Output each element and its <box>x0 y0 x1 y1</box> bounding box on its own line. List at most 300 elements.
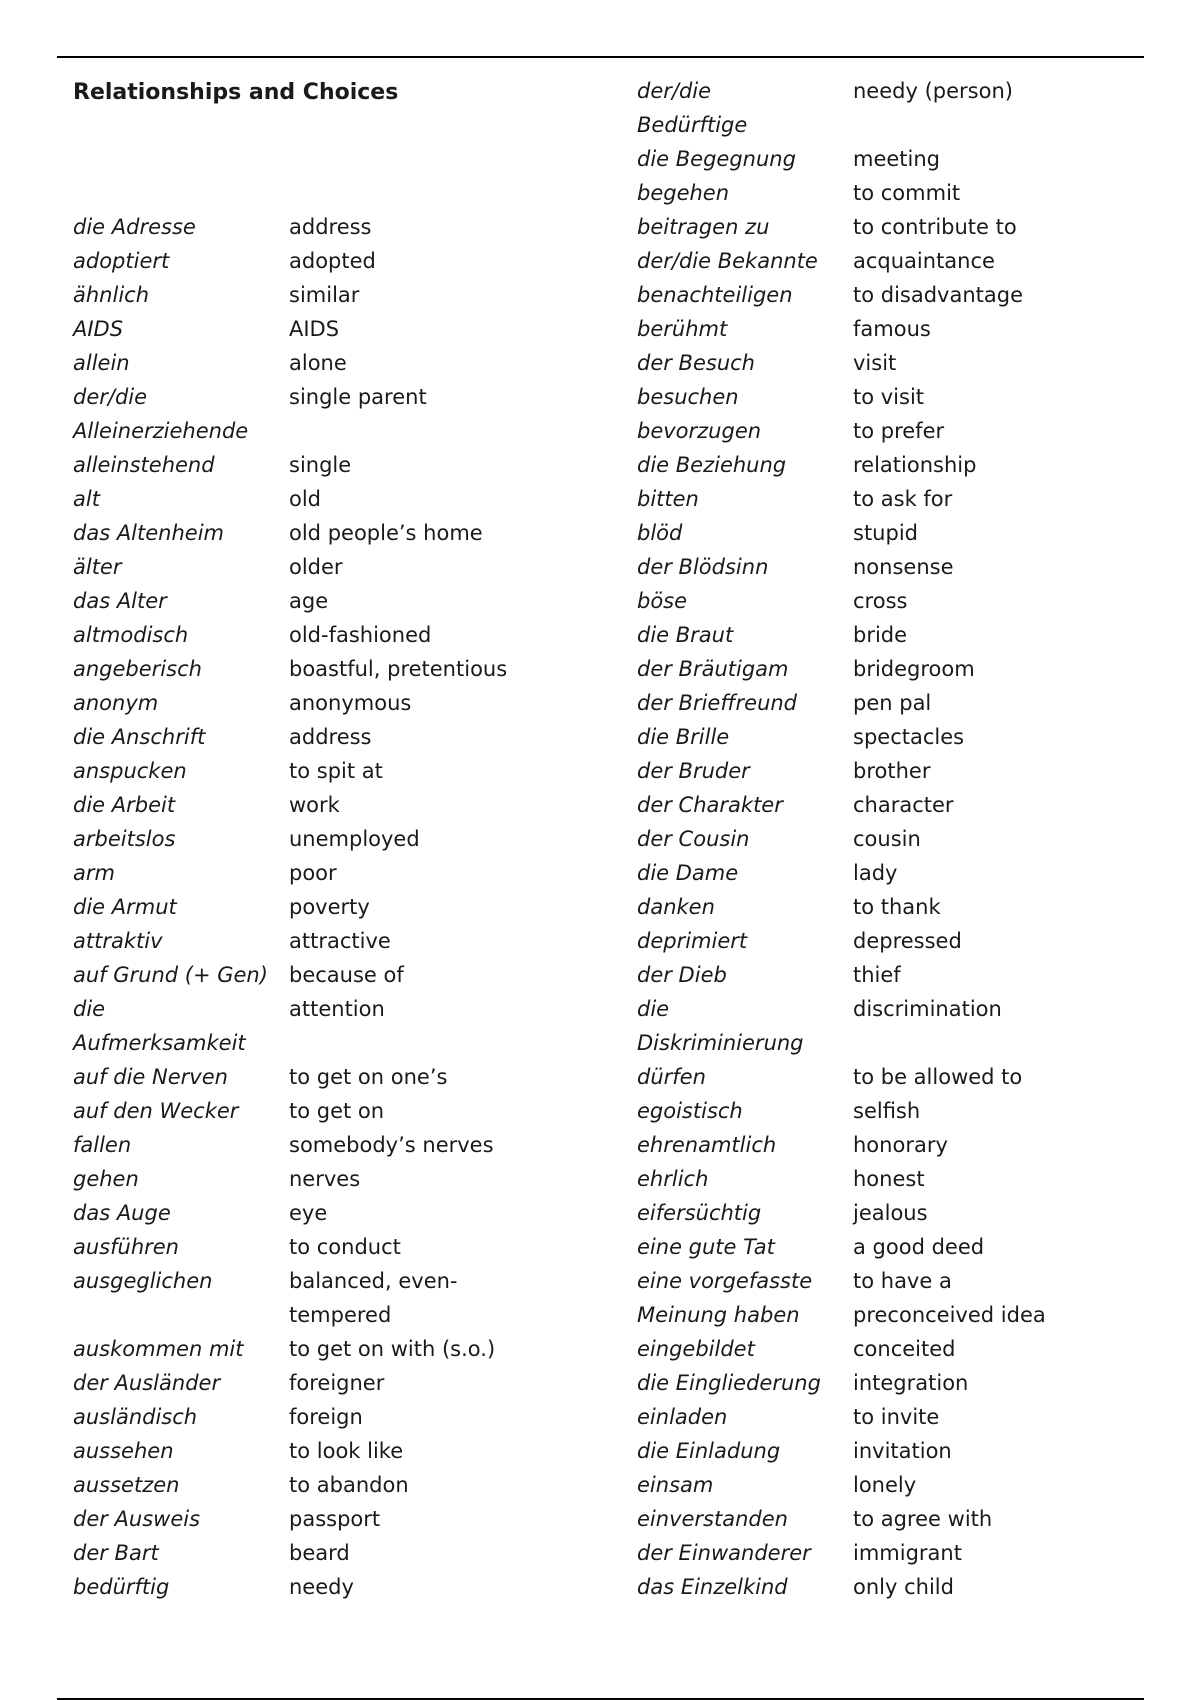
german-term <box>73 482 289 516</box>
german-term-line: ehrenamtlich <box>637 1133 777 1157</box>
german-term-line: die Braut <box>637 623 734 647</box>
vocab-entry <box>73 346 507 380</box>
german-term-line: die Brille <box>637 725 730 749</box>
vocab-entry <box>637 1366 1046 1400</box>
english-translation <box>289 584 328 618</box>
english-translation <box>853 618 907 652</box>
english-translation-line: meeting <box>853 147 941 171</box>
english-translation-line: depressed <box>853 929 962 953</box>
english-translation-line: character <box>853 793 954 817</box>
english-translation-line: to visit <box>853 385 925 409</box>
german-term <box>637 1332 853 1366</box>
english-translation-line: poor <box>289 861 337 885</box>
english-translation <box>853 380 924 414</box>
german-term <box>73 1230 289 1264</box>
german-term-line: eingebildet <box>637 1337 755 1361</box>
german-term <box>637 1162 853 1196</box>
vocab-entry <box>73 958 507 992</box>
german-term-line: berühmt <box>637 317 728 341</box>
german-term <box>73 1094 289 1128</box>
german-term <box>637 992 853 1060</box>
english-translation <box>853 686 931 720</box>
german-term <box>637 74 853 142</box>
vocab-entry <box>73 1094 507 1128</box>
english-translation <box>853 992 1002 1026</box>
english-translation-line: lady <box>853 861 898 885</box>
german-term-line: deprimiert <box>637 929 748 953</box>
english-translation-line: to look like <box>289 1439 404 1463</box>
english-translation <box>853 652 975 686</box>
english-translation <box>853 1162 925 1196</box>
english-translation <box>289 720 372 754</box>
english-translation-line: needy (person) <box>853 79 1013 103</box>
german-term <box>637 924 853 958</box>
vocab-entry <box>73 1128 507 1162</box>
vocab-entry <box>637 176 1046 210</box>
english-translation-line: immigrant <box>853 1541 962 1565</box>
vocab-entry <box>637 890 1046 924</box>
english-translation-line: preconceived idea <box>853 1303 1046 1327</box>
german-term-line: aussetzen <box>73 1473 180 1497</box>
german-term <box>73 1128 289 1162</box>
english-translation-line: somebody’s nerves <box>289 1133 494 1157</box>
english-translation <box>289 550 343 584</box>
english-translation-line: beard <box>289 1541 350 1565</box>
english-translation <box>289 1128 494 1162</box>
german-term <box>73 1196 289 1230</box>
vocab-entry <box>73 1400 507 1434</box>
german-term <box>637 1060 853 1094</box>
english-translation-line: to be allowed to <box>853 1065 1023 1089</box>
german-term-line: ausländisch <box>73 1405 198 1429</box>
english-translation-line: cousin <box>853 827 921 851</box>
english-translation-line: to get on <box>289 1099 385 1123</box>
english-translation-line: foreign <box>289 1405 363 1429</box>
page-title: Relationships and Choices <box>73 80 399 105</box>
english-translation <box>289 686 411 720</box>
german-term <box>637 720 853 754</box>
english-translation <box>289 380 427 414</box>
vocab-entry <box>637 754 1046 788</box>
vocab-entry <box>73 210 507 244</box>
english-translation <box>853 1536 962 1570</box>
german-term-line: danken <box>637 895 715 919</box>
english-translation-line: alone <box>289 351 347 375</box>
german-term-line: besuchen <box>637 385 739 409</box>
english-translation <box>853 1332 956 1366</box>
vocab-entry <box>73 720 507 754</box>
german-term <box>73 788 289 822</box>
english-translation <box>853 1502 992 1536</box>
german-term <box>637 1094 853 1128</box>
english-translation-line: discrimination <box>853 997 1002 1021</box>
english-translation <box>853 1128 948 1162</box>
german-term <box>637 278 853 312</box>
german-term-line: der Bart <box>73 1541 159 1565</box>
german-term <box>73 1536 289 1570</box>
vocab-entry <box>73 1366 507 1400</box>
english-translation-line: address <box>289 725 372 749</box>
german-term-line: angeberisch <box>73 657 202 681</box>
vocab-entry <box>637 142 1046 176</box>
vocab-entry <box>73 244 507 278</box>
german-term-line: Bedürftige <box>637 113 748 137</box>
german-term <box>73 958 289 992</box>
german-term <box>73 822 289 856</box>
german-term <box>637 754 853 788</box>
german-term-line: ausgeglichen <box>73 1269 213 1293</box>
vocab-entry <box>637 448 1046 482</box>
vocab-entry <box>637 74 1046 142</box>
english-translation-line: cross <box>853 589 908 613</box>
english-translation-line: to contribute to <box>853 215 1017 239</box>
english-translation <box>853 278 1023 312</box>
german-term-line: das Einzelkind <box>637 1575 788 1599</box>
german-term <box>73 652 289 686</box>
german-term-line: der Einwanderer <box>637 1541 811 1565</box>
english-translation-line: anonymous <box>289 691 412 715</box>
english-translation-line: unemployed <box>289 827 420 851</box>
english-translation <box>289 244 376 278</box>
vocab-entry <box>73 1264 507 1332</box>
vocab-entry <box>73 822 507 856</box>
german-term <box>637 1128 853 1162</box>
english-translation-line: jealous <box>853 1201 928 1225</box>
german-term-line: der Bruder <box>637 759 750 783</box>
vocab-entry <box>73 754 507 788</box>
vocab-entry <box>73 1434 507 1468</box>
german-term-line: alt <box>73 487 100 511</box>
german-term-line: begehen <box>637 181 730 205</box>
german-term-line: das Alter <box>73 589 167 613</box>
vocab-entry <box>73 788 507 822</box>
vocab-entry <box>637 482 1046 516</box>
english-translation-line: old-fashioned <box>289 623 432 647</box>
english-translation-line: bride <box>853 623 908 647</box>
english-translation <box>853 958 901 992</box>
german-term <box>637 618 853 652</box>
german-term <box>637 516 853 550</box>
english-translation <box>853 788 954 822</box>
german-term <box>637 550 853 584</box>
german-term <box>73 1570 289 1604</box>
english-translation <box>289 1196 327 1230</box>
german-term <box>73 924 289 958</box>
vocab-entry <box>637 1400 1046 1434</box>
german-term-line: eifersüchtig <box>637 1201 762 1225</box>
german-term <box>637 652 853 686</box>
german-term <box>73 856 289 890</box>
english-translation <box>853 890 941 924</box>
german-term-line: der/die <box>637 79 712 103</box>
german-term <box>73 584 289 618</box>
vocab-entry <box>637 924 1046 958</box>
vocab-entry <box>637 1502 1046 1536</box>
vocab-entry <box>73 1162 507 1196</box>
german-term-line: alleinstehend <box>73 453 215 477</box>
german-term-line: die Adresse <box>73 215 196 239</box>
vocab-entry <box>637 414 1046 448</box>
german-term-line: bitten <box>637 487 699 511</box>
english-translation-line: nonsense <box>853 555 954 579</box>
german-term <box>637 176 853 210</box>
english-translation <box>853 312 931 346</box>
english-translation-line: famous <box>853 317 931 341</box>
vocab-entry <box>73 482 507 516</box>
english-translation <box>289 958 404 992</box>
german-term-line: einverstanden <box>637 1507 788 1531</box>
vocab-entry <box>637 686 1046 720</box>
english-translation-line: to prefer <box>853 419 945 443</box>
german-term-line: attraktiv <box>73 929 163 953</box>
german-term-line: anonym <box>73 691 159 715</box>
german-term <box>637 958 853 992</box>
english-translation <box>853 1468 916 1502</box>
vocab-entry <box>637 788 1046 822</box>
german-term-line: älter <box>73 555 122 579</box>
german-term <box>637 788 853 822</box>
english-translation <box>289 788 340 822</box>
english-translation <box>289 448 351 482</box>
german-term <box>637 1400 853 1434</box>
german-term <box>73 1468 289 1502</box>
english-translation-line: brother <box>853 759 931 783</box>
english-translation <box>289 346 347 380</box>
english-translation-line: balanced, even- <box>289 1269 458 1293</box>
vocab-entry <box>637 1060 1046 1094</box>
german-term-line: die Eingliederung <box>637 1371 821 1395</box>
vocab-entry <box>637 1230 1046 1264</box>
english-translation-line: address <box>289 215 372 239</box>
english-translation <box>289 822 420 856</box>
english-translation-line: work <box>289 793 340 817</box>
english-translation-line: old <box>289 487 322 511</box>
german-term <box>637 1570 853 1604</box>
german-term <box>637 414 853 448</box>
vocab-entry <box>73 1468 507 1502</box>
english-translation <box>289 856 337 890</box>
german-term-line: die Arbeit <box>73 793 176 817</box>
english-translation-line: thief <box>853 963 901 987</box>
german-term-line: die <box>637 997 670 1021</box>
vocab-entry <box>73 312 507 346</box>
german-term <box>637 686 853 720</box>
english-translation <box>289 1502 380 1536</box>
german-term <box>73 380 289 448</box>
german-term <box>637 346 853 380</box>
german-term <box>73 1502 289 1536</box>
english-translation-line: to abandon <box>289 1473 409 1497</box>
german-term-line: auf den Wecker <box>73 1099 239 1123</box>
german-term <box>637 1434 853 1468</box>
german-term <box>73 1366 289 1400</box>
german-term <box>73 754 289 788</box>
german-term <box>637 1536 853 1570</box>
german-term <box>73 1264 289 1298</box>
german-term-line: der Besuch <box>637 351 755 375</box>
english-translation-line: spectacles <box>853 725 965 749</box>
german-term-line: einsam <box>637 1473 714 1497</box>
vocab-entry <box>637 380 1046 414</box>
english-translation <box>289 992 385 1026</box>
german-term <box>637 244 853 278</box>
english-translation-line: a good deed <box>853 1235 985 1259</box>
german-term-line: der Ausweis <box>73 1507 201 1531</box>
english-translation-line: visit <box>853 351 897 375</box>
english-translation-line: AIDS <box>289 317 340 341</box>
english-translation <box>289 482 321 516</box>
english-translation-line: needy <box>289 1575 354 1599</box>
vocab-entry <box>73 516 507 550</box>
english-translation-line: integration <box>853 1371 969 1395</box>
english-translation-line: pen pal <box>853 691 932 715</box>
english-translation <box>289 1060 447 1094</box>
vocab-entry <box>73 1230 507 1264</box>
english-translation <box>853 1196 928 1230</box>
vocab-entry <box>637 1332 1046 1366</box>
vocab-entry <box>73 278 507 312</box>
english-translation <box>853 244 995 278</box>
vocab-entry <box>73 890 507 924</box>
german-term-line: böse <box>637 589 688 613</box>
vocab-entry <box>637 618 1046 652</box>
english-translation <box>289 278 359 312</box>
english-translation-line: boastful, pretentious <box>289 657 508 681</box>
german-term <box>637 448 853 482</box>
vocab-entry <box>637 822 1046 856</box>
german-term-line: auskommen mit <box>73 1337 244 1361</box>
german-term-line: die Dame <box>637 861 739 885</box>
german-term <box>637 822 853 856</box>
german-term-line: ähnlich <box>73 283 150 307</box>
german-term <box>637 380 853 414</box>
vocab-entry <box>73 1536 507 1570</box>
vocab-entry <box>73 1332 507 1366</box>
english-translation <box>853 210 1017 244</box>
english-translation-line: poverty <box>289 895 370 919</box>
english-translation <box>853 1094 920 1128</box>
german-term-line: beitragen zu <box>637 215 770 239</box>
german-term <box>637 312 853 346</box>
vocab-entry <box>637 720 1046 754</box>
vocab-entry <box>637 244 1046 278</box>
english-translation-line: to ask for <box>853 487 953 511</box>
german-term <box>637 1468 853 1502</box>
german-term-line: auf Grund (+ Gen) <box>73 963 268 987</box>
english-translation-line: to commit <box>853 181 961 205</box>
german-term <box>637 1196 853 1230</box>
vocab-entry <box>73 924 507 958</box>
english-translation-line: to get on with (s.o.) <box>289 1337 496 1361</box>
german-term <box>73 312 289 346</box>
german-term <box>637 1366 853 1400</box>
vocab-entry <box>73 1570 507 1604</box>
english-translation-line: to invite <box>853 1405 940 1429</box>
german-term-line: ausführen <box>73 1235 179 1259</box>
english-translation-line: stupid <box>853 521 918 545</box>
german-term <box>637 142 853 176</box>
vocab-entry <box>637 1264 1046 1332</box>
english-translation-line: honorary <box>853 1133 948 1157</box>
english-translation-line: to spit at <box>289 759 383 783</box>
german-term-line: der Dieb <box>637 963 727 987</box>
english-translation <box>289 1366 384 1400</box>
english-translation <box>853 1434 952 1468</box>
german-term-line: der Bräutigam <box>637 657 789 681</box>
english-translation <box>853 516 918 550</box>
vocab-entry <box>637 1196 1046 1230</box>
english-translation <box>289 1094 384 1128</box>
german-term <box>73 210 289 244</box>
german-term-line: Aufmerksamkeit <box>73 1031 246 1055</box>
german-term <box>637 1230 853 1264</box>
english-translation <box>853 482 952 516</box>
english-translation-line: to agree with <box>853 1507 993 1531</box>
german-term <box>637 584 853 618</box>
vocab-entry <box>73 686 507 720</box>
german-term-line: die Einladung <box>637 1439 781 1463</box>
english-translation-line: similar <box>289 283 360 307</box>
german-term <box>73 448 289 482</box>
german-term-line: anspucken <box>73 759 187 783</box>
vocab-entry <box>73 1196 507 1230</box>
english-translation <box>289 1162 360 1196</box>
english-translation <box>853 584 907 618</box>
vocab-entry <box>637 278 1046 312</box>
english-translation <box>289 890 370 924</box>
german-term-line: egoistisch <box>637 1099 743 1123</box>
german-term <box>637 1264 853 1332</box>
german-term <box>73 1434 289 1468</box>
vocab-entry <box>637 856 1046 890</box>
german-term <box>73 992 289 1060</box>
top-rule <box>57 56 1144 58</box>
english-translation <box>853 754 930 788</box>
english-translation-line: only child <box>853 1575 954 1599</box>
english-translation-line: tempered <box>289 1303 392 1327</box>
german-term-line: die Beziehung <box>637 453 787 477</box>
english-translation-line: adopted <box>289 249 376 273</box>
english-translation <box>289 210 372 244</box>
vocab-entry <box>637 1128 1046 1162</box>
english-translation-line: eye <box>289 1201 328 1225</box>
vocab-entry <box>637 550 1046 584</box>
german-term <box>73 1162 289 1196</box>
english-translation-line: relationship <box>853 453 977 477</box>
vocab-entry <box>637 992 1046 1060</box>
german-term-line: altmodisch <box>73 623 189 647</box>
german-term-line: allein <box>73 351 130 375</box>
german-term-line: der Cousin <box>637 827 750 851</box>
vocab-entry <box>73 618 507 652</box>
english-translation <box>289 754 383 788</box>
german-term <box>637 1502 853 1536</box>
german-term <box>73 890 289 924</box>
vocab-entry <box>637 1434 1046 1468</box>
german-term-line: die Begegnung <box>637 147 796 171</box>
german-term-line: bevorzugen <box>637 419 762 443</box>
german-term <box>73 686 289 720</box>
vocab-entry <box>637 1570 1046 1604</box>
english-translation <box>289 1434 403 1468</box>
english-translation <box>853 1400 939 1434</box>
english-translation-line: age <box>289 589 329 613</box>
english-translation <box>853 346 896 380</box>
german-term-line: der/die Bekannte <box>637 249 818 273</box>
english-translation-line: old people’s home <box>289 521 483 545</box>
german-term <box>73 1060 289 1094</box>
german-term <box>73 278 289 312</box>
